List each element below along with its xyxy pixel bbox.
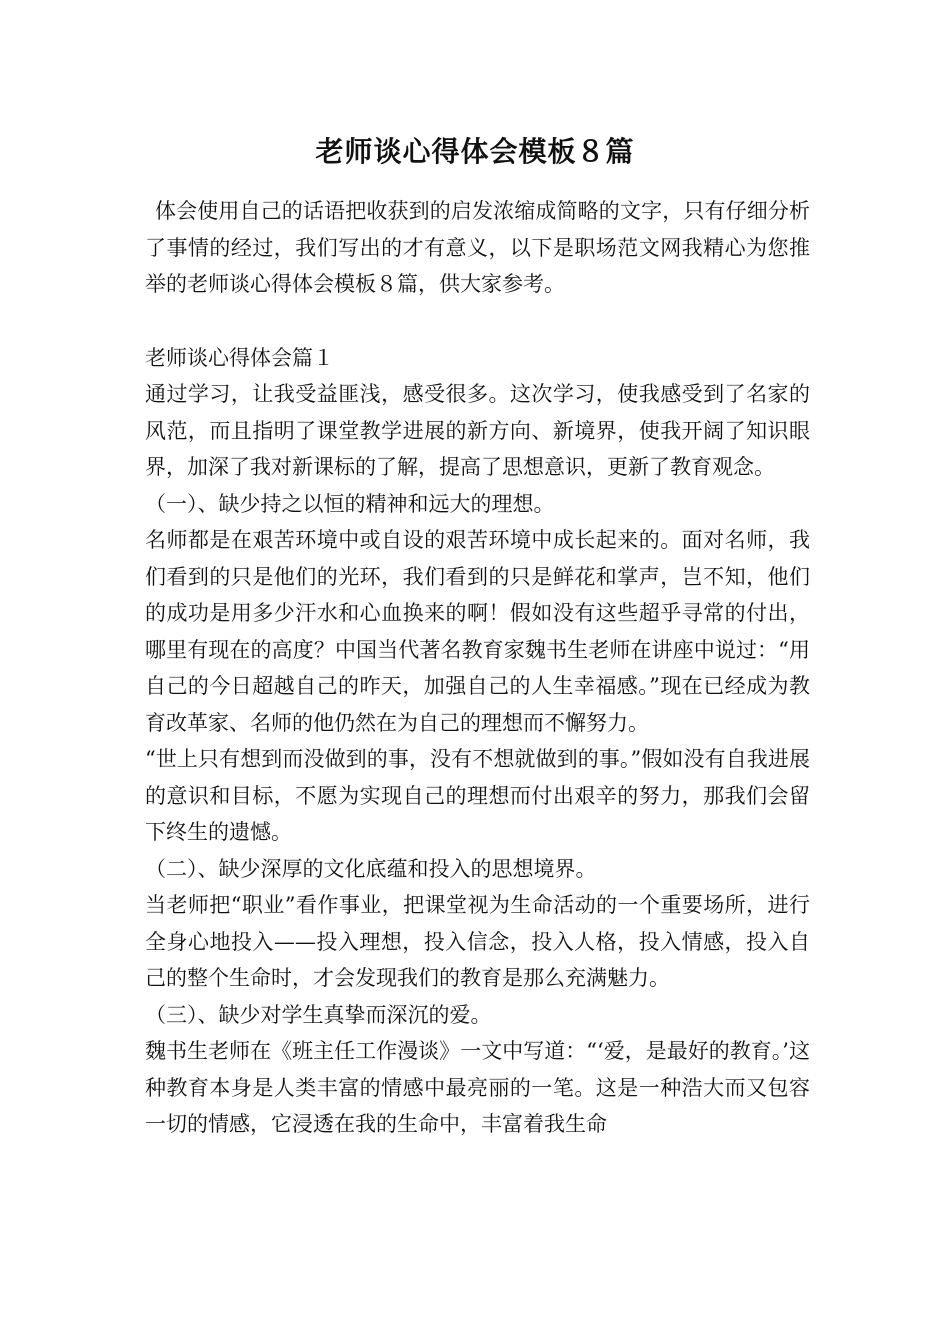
section-heading: 老师谈心得体会篇１	[145, 345, 334, 370]
paragraph: 魏书生老师在《班主任工作漫谈》一文中写道：“‘爱，是最好的教育。’这种教育本身是人类丰富的情感中最亮丽的一笔。这是一种浩大而又包容一切的情感，它浸透在我的生命中，丰富着我生命	[145, 1039, 810, 1136]
paragraph: 名师都是在艰苦环境中或自设的艰苦环境中成长起来的。面对名师，我们看到的只是他们的光环，我们看到的只是鲜花和掌声，岂不知，他们的成功是用多少汗水和心血换来的啊！假如没有这些超乎寻常的付出，哪里有现在的高度？中国当代著名教育家魏书生老师在讲座中说过：“用自己的今日超越自己的昨天，加强自己的人生幸福感。”现在已经成为教育改革家、名师的他仍然在为自己的理想而不懈努力。	[145, 528, 810, 735]
subheading: （一）、缺少持之以恒的精神和远大的理想。	[145, 491, 555, 516]
paragraph-gap	[145, 303, 810, 340]
paragraph: 通过学习，让我受益匪浅，感受很多。这次学习，使我感受到了名家的风范，而且指明了课堂教学进展的新方向、新境界，使我开阔了知识眼界，加深了我对新课标的了解，提高了思想意识，更新了教育观念。	[145, 382, 810, 479]
paragraph: 当老师把“职业”看作事业，把课堂视为生命活动的一个重要场所，进行全身心地投入——投入理想，投入信念，投入人格，投入情感，投入自己的整个生命时，才会发现我们的教育是那么充满魅力。	[145, 893, 810, 990]
document-body	[145, 193, 810, 1143]
paragraph: “世上只有想到而没做到的事，没有不想就做到的事。”假如没有自我进展的意识和目标，不愿为实现自己的理想而付出艰辛的努力，那我们会留下终生的遗憾。	[145, 747, 810, 844]
document-title: 老师谈心得体会模板８篇	[315, 135, 635, 168]
subheading: （三）、缺少对学生真挚而深沉的爱。	[145, 1002, 492, 1027]
subheading: （二）、缺少深厚的文化底蕴和投入的思想境界。	[145, 856, 597, 881]
intro-paragraph: 体会使用自己的话语把收获到的启发浓缩成简略的文字，只有仔细分析了事情的经过，我们写出的才有意义，以下是职场范文网我精心为您推举的老师谈心得体会模板８篇，供大家参考。	[145, 199, 810, 296]
